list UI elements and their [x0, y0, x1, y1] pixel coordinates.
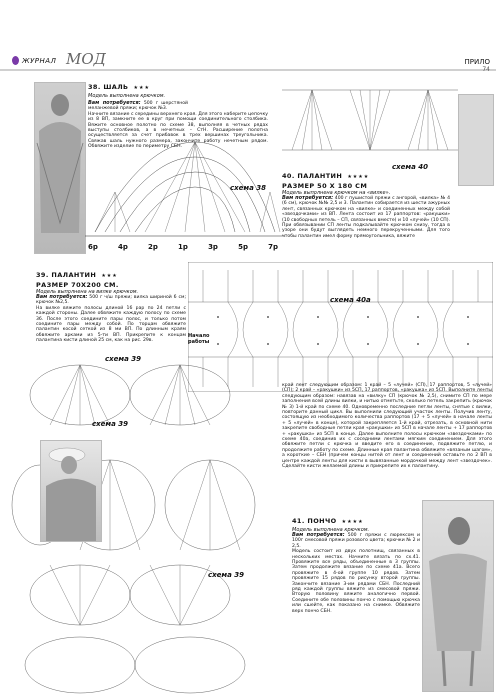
row-label: 1р — [178, 243, 188, 251]
schema-40-diagram — [282, 80, 458, 160]
section-39-model: Модель выполнена на вилке крючком. — [36, 289, 139, 295]
needs-text: 500 г шерстяной меланжевой пряжи; крючок №3. — [88, 101, 189, 112]
needs-text: 500 г ч/ш пряжи; вилка шириной 6 см; крючок №2,5. — [36, 295, 187, 306]
schema-38-row-labels — [88, 243, 278, 251]
figure-silhouette-icon — [423, 501, 493, 691]
row-label: 2р — [148, 243, 158, 251]
magazine-label: ЖУРНАЛ — [22, 57, 57, 65]
difficulty-stars: ★★★★ — [347, 174, 370, 180]
figure-silhouette-icon — [35, 83, 85, 253]
needs-label: Вам потребуется: — [36, 294, 88, 300]
magazine-logo: МОД — [66, 50, 106, 68]
schema-38-label: схема 38 — [230, 184, 267, 192]
section-40-model: Модель выполнена крючком на «вилке». — [282, 190, 391, 196]
section-40-continued: край лент следующим образом: 1 край – 5 «лучей» (СП), 17 раппортов, 5 «лучей» (СП); 2 край – «ракушки» из 5СП, 17 раппортов, «ракушка» из 5СП. Выполните ленты следующим образом: навязав на «вилку» СП (крючок № 2,5), снимите СП по мере заполнения всей длины вилки, и нитью отметьте, сколько петель закрепить (крючок № 3) 1-й край по схеме 40. Одновременно последние петли ленты, снятые с вилки, повторите данный цикл. Вы выполнили следующий участок ленты. Получив ленту, состоящую из необходимого количества раппортов (17 + 5 «лучей» в начале ленты + 5 «лучей» в конце), которой закрепляется 1-й край, отрезать, в основной нити закрепите свободные петли края «ракушки» из 5СП в начале ленты + 17 раппортов + «ракушка» из 5СП в конце. Далее выполните полосы крючком «звездочками» по схеме 40а, соединив их с соседними лентами мягким соединением. Для этого обвяжите петли с крючка и введите его в соединение, подвяжите петлю, и продолжите работу по схеме. Длинные края палантина обвяжите «вязаным шагом», а короткие – СБН (причем концы нитей от лент и соединений оставьте по 2 ВП в центре каждой ленты для кисти в вывязанные мордочкой между лент «звездочек». Сделайте кисти желаемой длины и прикрепите их к палантину. — [282, 383, 492, 470]
row-label: 3р — [208, 243, 218, 251]
row-label: 4р — [118, 243, 128, 251]
schema-40a-label: схема 40а — [330, 296, 371, 304]
needs-label: Вам потребуется: — [88, 100, 141, 106]
section-40 — [282, 163, 450, 239]
section-38-body: Начните вязание с середины верхнего края. Для этого наберите цепочку из 8 ВП, замкните ее в круг при помощи соединительного столбика. Вяжите основное полотно по схеме 38, выполняя в четных рядах выступы столбиков, а в нечетных – СтН. Расширение полотна осуществляется за счет прибавок в трех вершинах треугольника. Свяжав шаль нужного размера, закончите работу нечетным рядом. Обвяжите изделие по периметру СБН. — [88, 111, 268, 150]
schema-40-label: схема 40 — [392, 163, 429, 171]
row-label: 6р — [88, 243, 98, 251]
schema-39-top-label: схема 39 — [105, 355, 142, 363]
section-39 — [36, 262, 186, 344]
section-41 — [292, 508, 420, 614]
schema-39-mid-label: схема 39 — [92, 420, 129, 428]
start-label: Начало работы — [188, 333, 210, 345]
poncho-photo — [422, 500, 494, 692]
section-40-title: 40. ПАЛАНТИН — [282, 172, 343, 180]
appendix-label: ПРИЛО — [464, 58, 490, 66]
figure-silhouette-icon — [41, 441, 101, 541]
shawl-photo — [34, 82, 86, 254]
section-39-size: РАЗМЕР 70X200 СМ. — [36, 281, 119, 289]
needs-text: 500 г пряжи с люрексом и 100г смесовой пряжи розового цвета; крючки № 2 и 2,5. — [292, 533, 420, 549]
section-39-body: На вилке вяжите полосы длиной 16 рар по 24 петли с каждой стороны. Далее обвяжите каждую полосу по схеме 36. После этого соедините пары полос, и только потом соедините пары между собой. По торцам обвяжите палантин косой сеткой из 8 ми ВП. По длинным краям обвяжите арками из 5-ти ВП. Прикрепите к концам палантина кисти длиной 25 см, как на рис. 29в. — [36, 305, 186, 344]
needs-label: Вам потребуется: — [292, 532, 345, 538]
difficulty-stars: ★★★ — [133, 85, 150, 91]
section-41-model: Модель выполнена крючком. — [292, 527, 370, 533]
section-39-title: 39. ПАЛАНТИН — [36, 271, 97, 279]
section-41-body: Модель состоит из двух полотнищ, связанных в нескольких местах. Начните вязать по сх.41. Провяжите все ряды, объединенные в 3 группы. Затем продолжите вязание по схеме 41а. Всего провяжите в 4-ой группе 10 рядов. Затем провяжите 15 рядов по рисунку второй группы. Закончите вязание 3-им рядами СБН. Последний ряд каждой группы вяжите из смесовой пряжи. Вторую половину вяжите аналогично первой. Соедините обе половины пончо с помощью крючка или сшейте, как показано на снимке. Обвяжите верх пончо СБН. — [292, 549, 420, 614]
section-38-model: Модель выполнена крючком. — [88, 93, 166, 99]
palantin-39-photo — [40, 440, 102, 542]
page-number: 74 — [482, 66, 490, 73]
difficulty-stars: ★★★★ — [341, 519, 364, 525]
bullet-icon — [12, 56, 19, 65]
row-label: 7р — [268, 243, 278, 251]
schema-39-bottom-label: схема 39 — [208, 571, 245, 579]
section-41-title: 41. ПОНЧО — [292, 517, 337, 525]
section-38-title: 38. ШАЛЬ — [88, 83, 129, 91]
difficulty-stars: ★★★ — [101, 273, 118, 279]
palantin-photo — [458, 94, 494, 186]
section-40-size: РАЗМЕР 50 X 180 СМ — [282, 182, 368, 190]
section-40-body: 400 г пушистой пряжи с ангорой, «вилка» № 4 (6 см), крючок №№ 2,5 и 3. Палантин собирается из шести ажурных лент, связанных крючком на «вилке» и соединенных между собой «звездочками» из ВП. Лента состоит из 17 раппортов: «ракушки» (10 свободных петель – СП, связанных вместе) и 10 «лучей» (10 СП). При обвязывании СП ленты подкалывайте крючком снизу, тогда в узоре они будут выглядеть немного перекрученными. Для того чтобы палантин имел форму прямоугольника, вяжите — [282, 196, 451, 239]
row-label: 5р — [238, 243, 248, 251]
needs-label: Вам потребуется: — [282, 195, 334, 201]
